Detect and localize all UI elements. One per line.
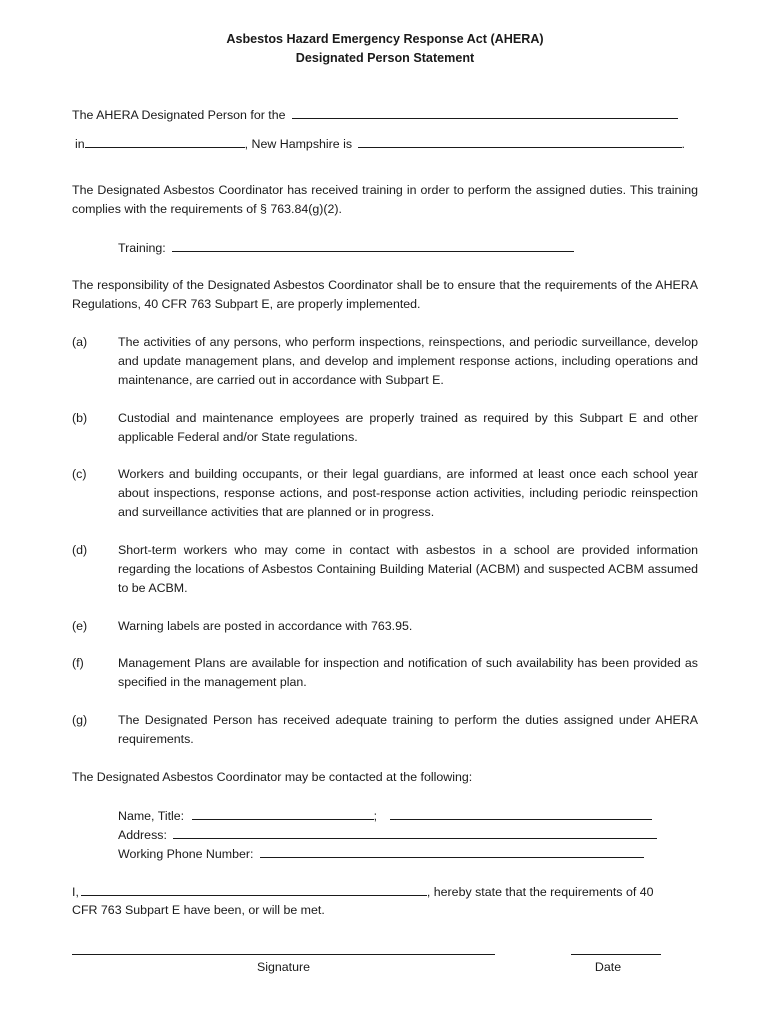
- address-label: Address:: [118, 828, 167, 842]
- item-letter: (g): [72, 713, 88, 727]
- training-paragraph: The Designated Asbestos Coordinator has received training in order to perform the assigned duties. This training complies with the requirements of § 763.84(g)(2).: [72, 183, 698, 216]
- training-field[interactable]: [172, 238, 574, 252]
- contact-intro: The Designated Asbestos Coordinator may be contacted at the following:: [72, 770, 473, 784]
- name-separator: ;: [373, 809, 378, 823]
- list-item: [72, 465, 698, 522]
- town-field[interactable]: [85, 134, 245, 148]
- intro-line2-middle: , New Hampshire is: [244, 137, 353, 151]
- item-letter: (f): [72, 656, 84, 670]
- contact-name-line: [118, 806, 652, 826]
- name-title-label: Name, Title:: [118, 809, 185, 823]
- list-item: [72, 617, 698, 636]
- training-label: Training:: [118, 241, 166, 255]
- item-text: Workers and building occupants, or their legal guardians, are informed at least once each school year about inspections, response actions, and post-response action activities, including periodic reinspection and surveillance activities that are planned or in progress.: [118, 467, 698, 519]
- statement-suffix: , hereby state that the requirements of 40: [426, 885, 654, 899]
- training-line: [118, 238, 574, 258]
- list-item: [72, 333, 698, 390]
- title-field[interactable]: [390, 806, 652, 820]
- item-text: Management Plans are available for inspection and notification of such availability has been provided as specified in the management plan.: [118, 656, 698, 689]
- signature-label: Signature: [256, 960, 311, 974]
- name-field[interactable]: [192, 806, 374, 820]
- item-text: Short-term workers who may come in contact with asbestos in a school are provided information regarding the locations of Asbestos Containing Building Material (ACBM) and suspected ACBM assumed to be ACBM.: [118, 543, 698, 595]
- document-subtitle: Designated Person Statement: [295, 51, 475, 65]
- list-item: [72, 541, 698, 598]
- designated-person-field[interactable]: [358, 134, 682, 148]
- list-item: [72, 409, 698, 447]
- item-text: Custodial and maintenance employees are properly trained as required by this Subpart E and other applicable Federal and/or State regulations.: [118, 411, 698, 444]
- statement-line-2: CFR 763 Subpart E have been, or will be met.: [72, 903, 325, 917]
- document-title: Asbestos Hazard Emergency Response Act (AHERA): [226, 32, 544, 46]
- responsibility-paragraph: The responsibility of the Designated Asbestos Coordinator shall be to ensure that the requirements of the AHERA Regulations, 40 CFR 763 Subpart E, are properly implemented.: [72, 278, 698, 311]
- date-label: Date: [594, 960, 622, 974]
- intro-line1-prefix: The AHERA Designated Person for the: [72, 108, 286, 122]
- item-letter: (d): [72, 543, 88, 557]
- phone-field[interactable]: [260, 844, 644, 858]
- intro-line-1: [72, 105, 678, 125]
- item-letter: (e): [72, 619, 88, 633]
- item-letter: (a): [72, 335, 88, 349]
- statement-line-1: [72, 882, 654, 902]
- date-line[interactable]: [571, 954, 661, 955]
- intro-line2-suffix: .: [681, 137, 685, 151]
- phone-label: Working Phone Number:: [118, 847, 254, 861]
- statement-name-field[interactable]: [81, 882, 427, 896]
- school-name-field[interactable]: [292, 105, 678, 119]
- list-item: [72, 711, 698, 749]
- item-text: The activities of any persons, who perform inspections, reinspections, and periodic surveillance, develop and update management plans, and develop and implement response actions, including operations and maintenance, are carried out in accordance with Subpart E.: [118, 335, 698, 387]
- signature-line[interactable]: [72, 954, 495, 955]
- contact-address-line: [118, 825, 657, 845]
- item-text: Warning labels are posted in accordance with 763.95.: [118, 619, 413, 633]
- address-field[interactable]: [173, 825, 657, 839]
- item-letter: (c): [72, 467, 87, 481]
- item-text: The Designated Person has received adequate training to perform the duties assigned under AHERA requirements.: [118, 713, 698, 746]
- statement-prefix: I,: [72, 885, 79, 899]
- intro-line-2: [75, 134, 685, 154]
- intro-line2-prefix: in: [75, 137, 85, 151]
- contact-phone-line: [118, 844, 644, 864]
- list-item: [72, 654, 698, 692]
- item-letter: (b): [72, 411, 88, 425]
